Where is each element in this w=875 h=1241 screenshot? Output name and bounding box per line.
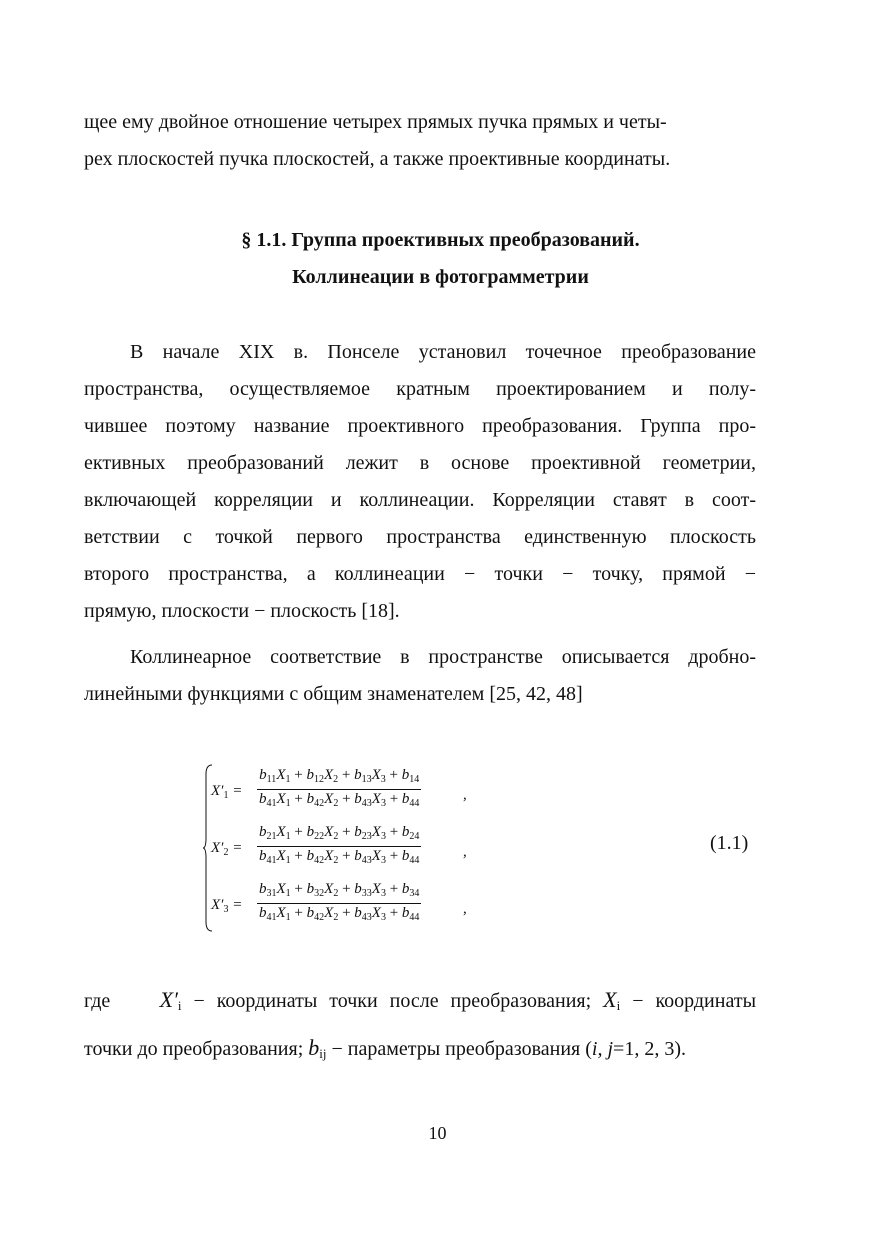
index-ij: i, j [591, 1038, 614, 1060]
section-heading-line1: § 1.1. Группа проективных преобразований. [241, 229, 640, 251]
paragraph-line: пространства, осуществляемое кратным проектированием и полу- [84, 378, 756, 400]
equation-system: $X'_1$ = $\frac{b_{11}X_1 + b_{12}X_2 + b_{13}X_3 + b_{14}}{b_{41}X_1 + b_{42}X_2 + b_{43}X_3 + b_{44}}$ , $X'_2$ = $\frac{b_{21}X_1 + b_{22}X_2 + b_{23}X_3 + b_{24}}{b_{41}X_1 + b_{42}X_2 + b_{43}X_3 + b_{44}}$ , $X'_3$ = $\frac{b_{31}X_1 + b_{32}X_2 + b_{33}X_3 + b_{34}}{b_{41}X_1 + b_{42}X_2 + b_{43}X_3 + b_{44}}$ , [203, 762, 503, 934]
text-line: щее ему двойное отношение четырех прямых пучка прямых и четы- [84, 111, 667, 133]
where-line-2 [84, 1036, 756, 1066]
paragraph-line: ветствии с точкой первого пространства единственную плоскость [84, 526, 756, 548]
text-line: рех плоскостей пучка плоскостей, а также проективные координаты. [84, 148, 671, 170]
section-heading-line2 [0, 265, 875, 289]
where-text: =1, 2, 3). [613, 1038, 686, 1060]
where-line [84, 988, 756, 1018]
symbol-x-prime-i: $X'_i$ [122, 987, 182, 1013]
paragraph-line: ективных преобразований лежит в основе проективной геометрии, [84, 452, 756, 474]
page-number: 10 [428, 1123, 447, 1143]
paragraph-line: включающей корреляции и коллинеации. Корреляции ставят в соот- [84, 489, 756, 511]
symbol-x-i: $X_i$ [603, 987, 621, 1013]
where-label: где [84, 990, 111, 1012]
paragraph-line: В начале XIX в. Понселе установил точечное преобразование [130, 341, 756, 363]
where-text: − координаты [632, 990, 757, 1012]
paragraph-line: второго пространства, а коллинеации − точки − точку, прямой − [84, 563, 756, 585]
paragraph-line: чившее поэтому название проективного преобразования. Группа про- [84, 415, 756, 437]
equation-number: (1.1) [710, 832, 749, 854]
section-heading-text: Коллинеации в фотограмметрии [292, 266, 589, 288]
where-text: точки до преобразования; [84, 1038, 304, 1060]
section-heading [0, 228, 875, 252]
paragraph-line: Коллинеарное соответствие в пространстве описывается дробно- [130, 646, 756, 668]
where-text: − параметры преобразования ( [331, 1038, 592, 1060]
where-text: − координаты точки после преобразования; [193, 990, 592, 1012]
paragraph-line: прямую, плоскости − плоскость [18]. [84, 600, 400, 622]
symbol-b-ij: $b_{ij}$ [308, 1035, 327, 1061]
paragraph-line: линейными функциями с общим знаменателем [25, 42, 48] [84, 683, 583, 705]
